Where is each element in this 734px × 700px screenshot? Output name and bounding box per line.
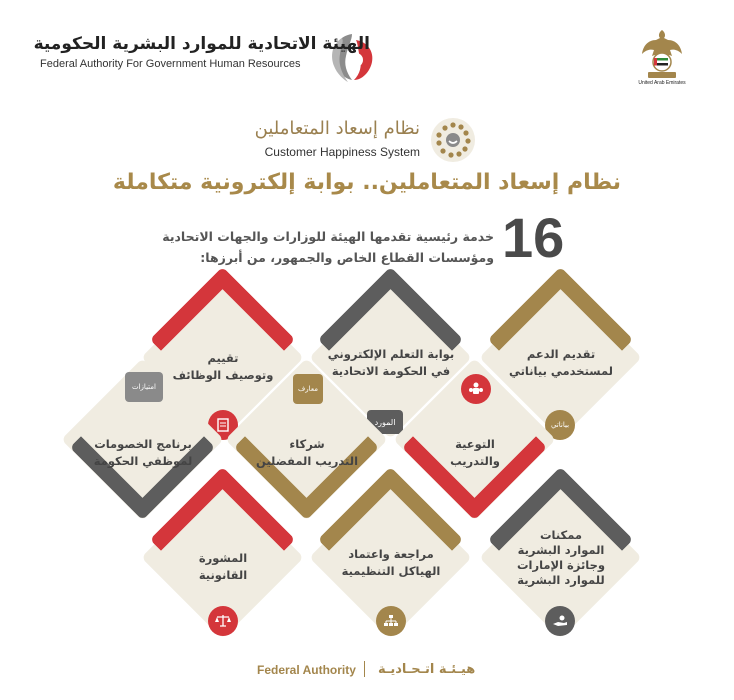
org-chart-icon (376, 606, 406, 636)
service-label: القانونية (198, 568, 248, 582)
maaref-logo-icon: معارف (293, 374, 323, 404)
services-count: 16 (502, 206, 565, 269)
uae-caption: United Arab Emirates (638, 80, 686, 86)
almawrid-logo-icon: المورد (367, 410, 403, 434)
service-label: التوعية (455, 437, 495, 451)
page-headline: نظام إسعاد المتعاملين.. بوابة إلكترونية متكاملة (112, 170, 622, 195)
fahr-name-arabic: الهيئة الاتحادية للموارد البشرية الحكومية (33, 34, 370, 54)
intro-line-2: ومؤسسات القطاع الخاص والجمهور، من أبرزها: (200, 250, 494, 265)
service-label: للموارد البشرية (517, 573, 605, 587)
service-label: وتوصيف الوظائف (172, 368, 274, 382)
service-label: وجائزة الإمارات (516, 558, 606, 572)
system-name-english: Customer Happiness System (264, 145, 420, 159)
service-label: والتدريب (450, 454, 500, 468)
service-label: بوابة التعلم الإلكتروني (327, 347, 455, 361)
service-label: تقييم (207, 351, 239, 365)
training-people-icon (461, 374, 491, 404)
footer-federal-authority-ar: هيـئـة اتـحـاديـة (378, 662, 476, 677)
service-label: مراجعة واعتماد (348, 547, 434, 561)
footer-federal-authority-en: Federal Authority (257, 663, 356, 677)
hand-award-icon (545, 606, 575, 636)
service-label: الهياكل التنظيمية (341, 564, 441, 578)
service-label: تقديم الدعم (526, 347, 596, 361)
service-label: الموارد البشرية (517, 543, 605, 557)
bayanati-logo-icon: بياناتي (545, 410, 575, 440)
service-label: لموظفي الحكومة (93, 454, 193, 468)
service-label: برنامج الخصومات (94, 437, 192, 451)
scales-icon (208, 606, 238, 636)
service-label: ممكنات (539, 528, 583, 542)
service-label: المشورة (198, 551, 248, 565)
footer-divider (364, 661, 365, 677)
imtiyazat-logo-icon: امتيازات (125, 372, 163, 402)
service-label: شركاء (289, 437, 325, 451)
intro-line-1: خدمة رئيسية تقدمها الهيئة للوزارات والجهات الاتحادية (162, 229, 494, 244)
service-label: لمستخدمي بياناتي (508, 364, 614, 378)
system-name-arabic: نظام إسعاد المتعاملين (254, 118, 420, 139)
fahr-name-english: Federal Authority For Government Human Resources (40, 58, 301, 70)
service-label: التدريب المفضلين (255, 454, 359, 468)
service-label: في الحكومة الاتحادية (331, 364, 451, 378)
